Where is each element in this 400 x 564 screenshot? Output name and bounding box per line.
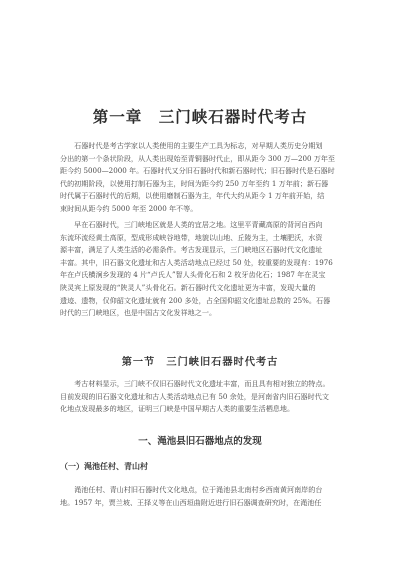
section-line: 目前发现的旧石器文化遗址和古人类活动地点已有 50 余处，是河南省内旧石器时代文: [60, 391, 329, 401]
section-line: 考古材料显示，三门峡不仅旧石器时代文化遗址丰富，而且具有相对独立的特点。: [60, 379, 330, 388]
second-paragraph: [60, 219, 350, 320]
intro-line: 分出的第一个条状阶段，从人类出现始至青铜器时代止，即从距今 300 万—200 万年至: [60, 153, 336, 163]
second-line: 时代的三门峡地区，也是中国古文化发祥地之一。: [60, 308, 217, 318]
intro-line: 束时间从距今约 5000 年至 2000 年不等。: [60, 203, 198, 213]
final-line: 渑池任村、青山村旧石器时代文化地点，位于渑池县北南村乡西南黄河南岸的台: [60, 485, 323, 494]
chapter-title: 第一章 三门峡石器时代考古: [92, 107, 308, 126]
second-line: 年在卢氏横涧乡发现的 4 片“卢氏人”智人头骨化石和 2 枚牙齿化石；1987 年在灵宝: [60, 270, 326, 280]
intro-line: 石器时代是考古学家以人类使用的主要生产工具为标志，对早期人类历史分期划: [60, 141, 323, 150]
second-line: 遗迹、遗物，仅仰韶文化遗址就有 200 多处，占全国仰韶文化遗址总数的 25%。石器: [60, 295, 331, 305]
intro-line: 代的初期阶段，以使用打制石器为主，时间为距今约 250 万年至约 1 万年前；新石器: [60, 178, 329, 188]
final-line: 地。1957 年，贾兰坡、王择义等在山西垣曲附近进行旧石器调查研究时，在渑池任: [60, 497, 322, 507]
second-line: 早在石器时代，三门峡地区就是人类的宜居之地。这里平青藏高原的背河自西向: [60, 220, 323, 229]
intro-line: 时代属于石器时代的后期，以使用磨制石器为主，年代大约从距今 1 万年前开始，结: [60, 191, 325, 201]
second-line: 源丰富，满足了人类生活的必需条件。考古发现显示，三门峡地区石器时代文化遗址: [60, 245, 323, 255]
section-line: 化地点发现最多的地区，证明三门峡是中国早期古人类的重要生活栖息地。: [60, 404, 295, 414]
section-title: 第一节 三门峡旧石器时代考古: [121, 356, 279, 368]
final-paragraph: [60, 484, 350, 509]
intro-paragraph: [60, 140, 350, 216]
second-line: 丰富。其中，旧石器文化遗址和古人类活动地点已经过 50 处，较重要的发现有：1976: [60, 257, 333, 267]
second-line: 东流环流经黄土高原，型成形成峡谷地带，地貌以山地、丘陵为主，土壤肥沃，水资: [60, 232, 323, 242]
subsection-title: 一、渑池县旧石器地点的发现: [138, 436, 262, 447]
intro-line: 距今约 5000—2000 年。石器时代又分旧石器时代和新石器时代；旧石器时代是石器时: [60, 166, 335, 176]
section-paragraph: [60, 378, 350, 416]
second-line: 陕灵宾上原发现的“陕灵人”头骨化石。新石器时代文化遗址更为丰富，发现大量的: [60, 282, 316, 292]
subsubsection-title: （一）渑池任村、青山村: [60, 461, 148, 471]
